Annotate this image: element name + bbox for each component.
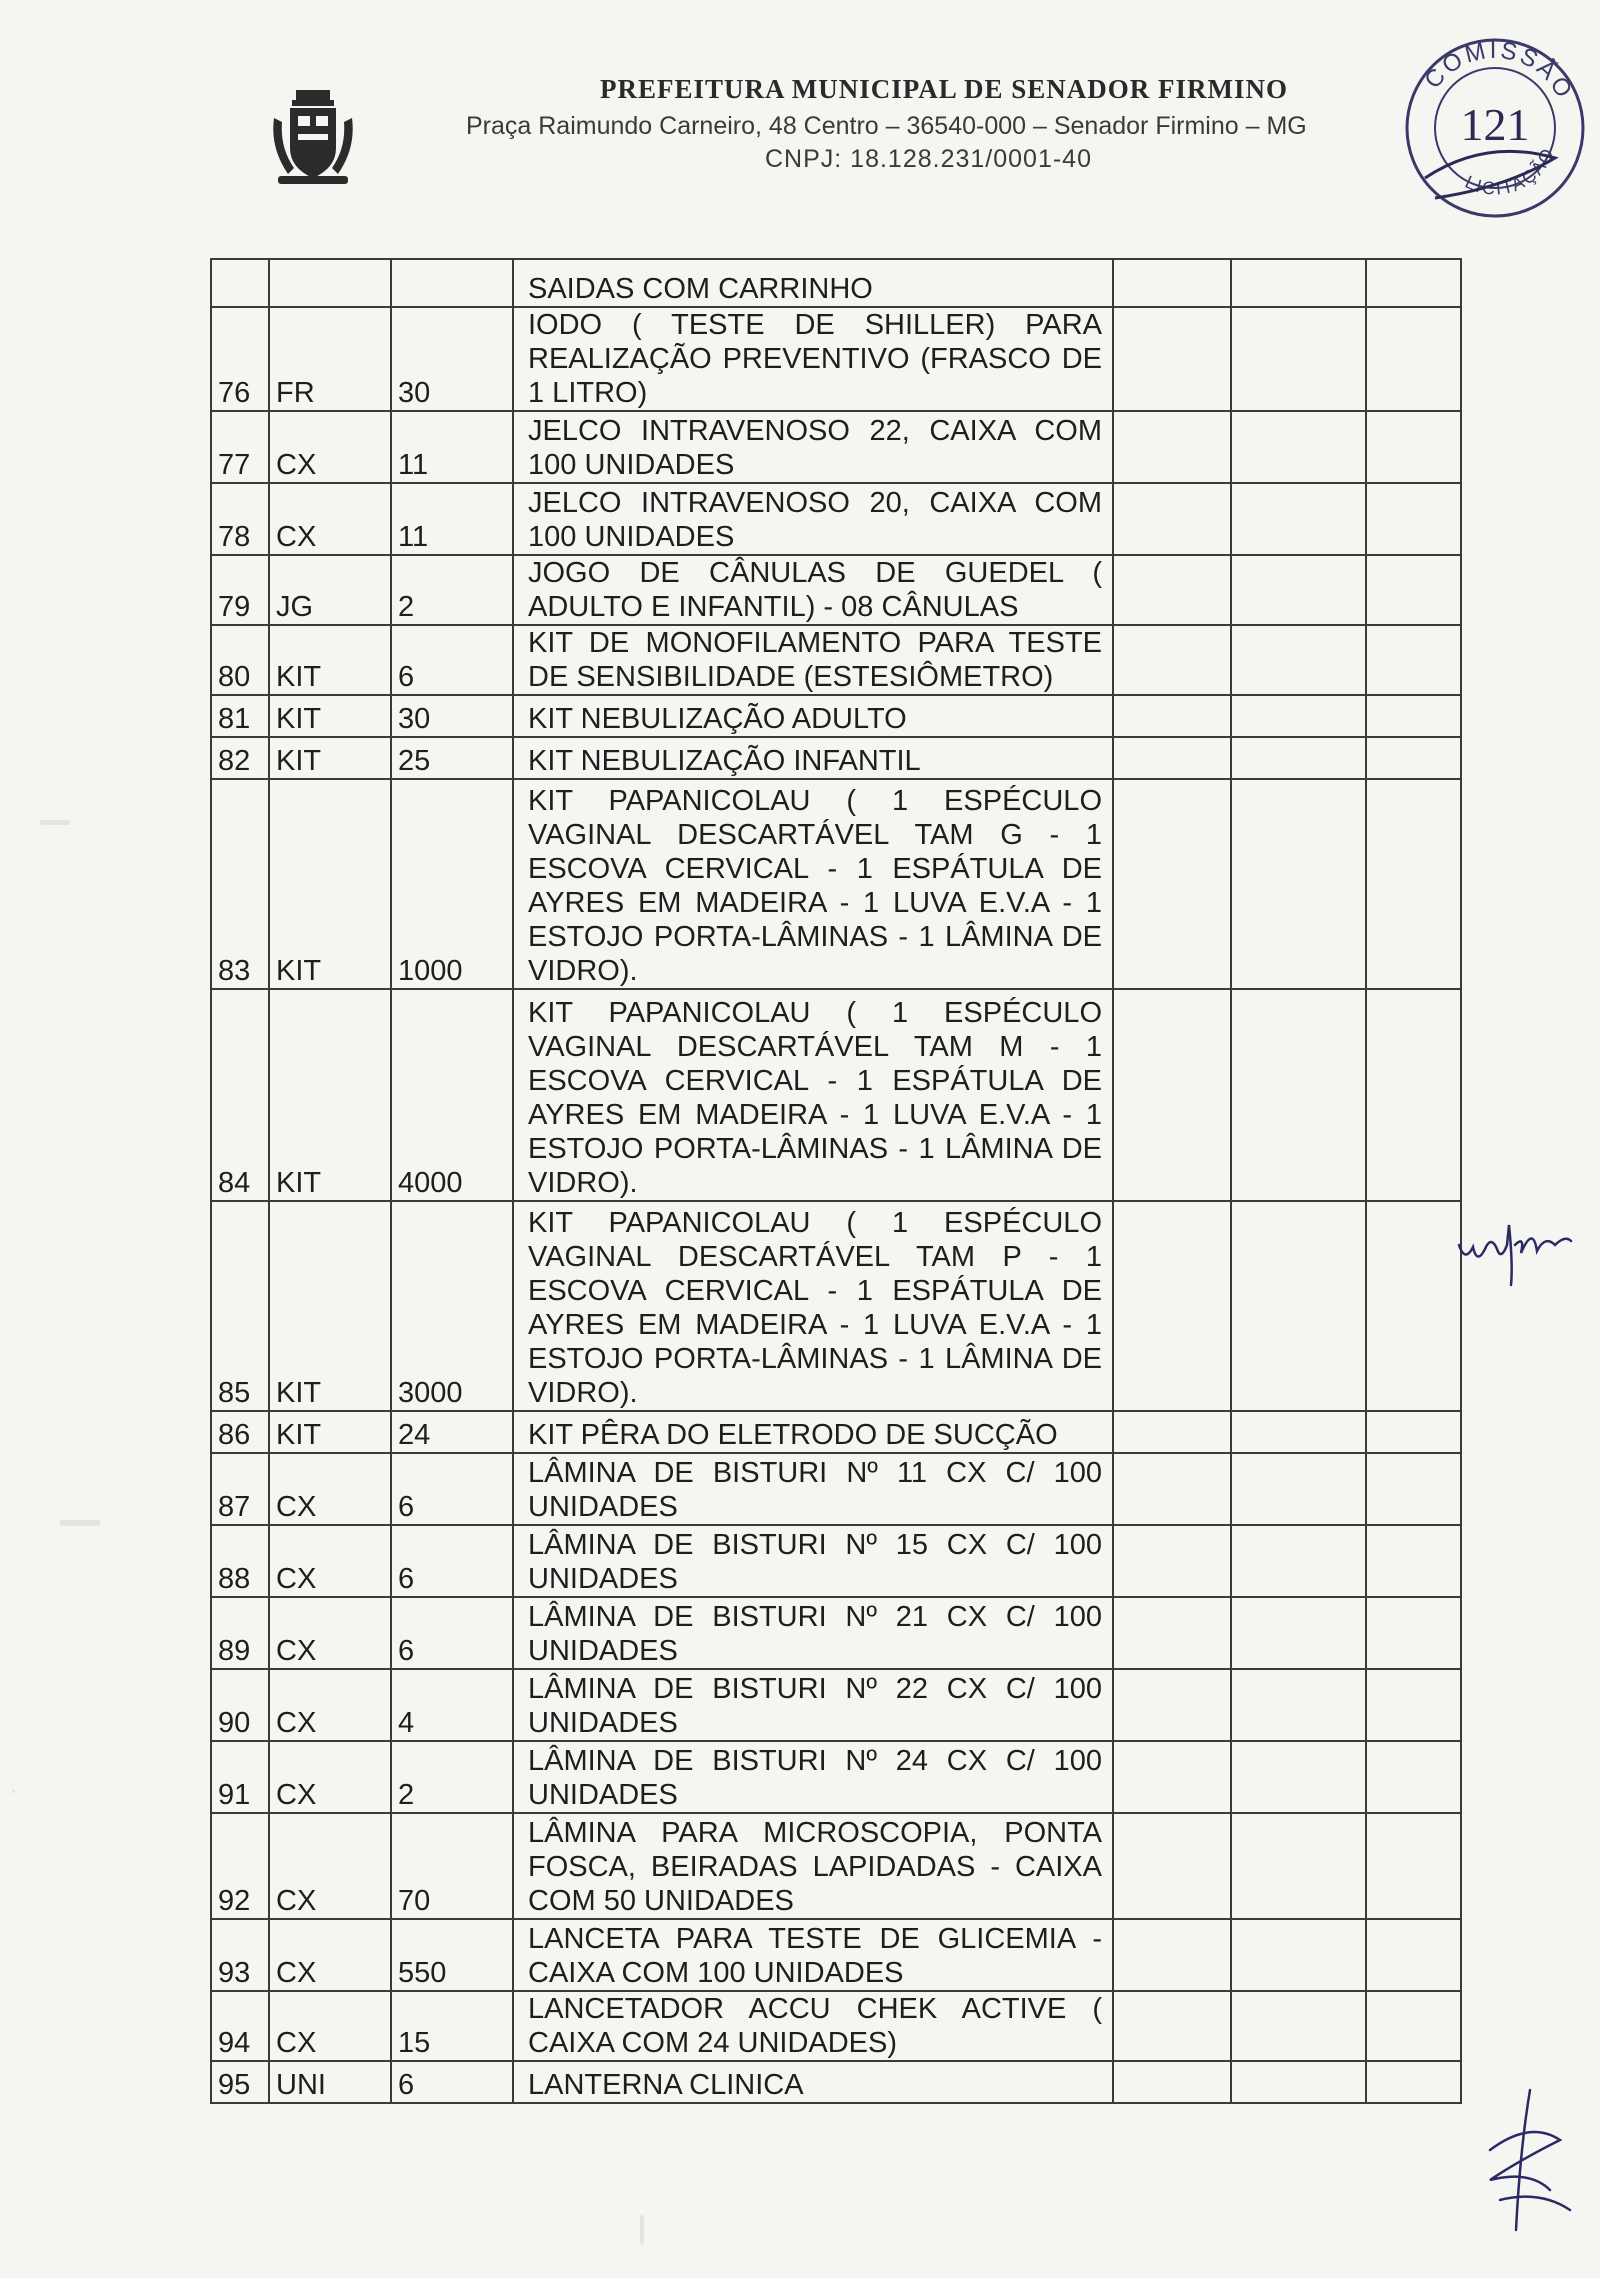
item-description: LÂMINA DE BISTURI Nº 15 CX C/ 100 UNIDADES xyxy=(513,1525,1113,1597)
price-cell-blank xyxy=(1231,307,1366,411)
item-quantity: 6 xyxy=(391,1525,513,1597)
table-row xyxy=(211,307,1461,411)
price-cell-blank xyxy=(1366,625,1461,695)
item-quantity: 15 xyxy=(391,1991,513,2061)
price-cell-blank xyxy=(1366,555,1461,625)
price-cell-blank xyxy=(1113,1991,1231,2061)
price-cell-blank xyxy=(1366,1669,1461,1741)
table-row xyxy=(211,1411,1461,1453)
price-cell-blank xyxy=(1113,695,1231,737)
item-unit: KIT xyxy=(269,695,391,737)
table-row xyxy=(211,989,1461,1201)
price-cell-blank xyxy=(1231,1411,1366,1453)
price-cell-blank xyxy=(1366,737,1461,779)
item-unit: CX xyxy=(269,1919,391,1991)
item-description: KIT PAPANICOLAU ( 1 ESPÉCULO VAGINAL DESCARTÁVEL TAM M - 1 ESCOVA CERVICAL - 1 ESPÁTULA DE AYRES EM MADEIRA - 1 LUVA E.V.A - 1 ESTOJO PORTA-LÂMINAS - 1 LÂMINA DE VIDRO). xyxy=(513,989,1113,1201)
price-cell-blank xyxy=(1113,1597,1231,1669)
price-cell-blank xyxy=(1113,779,1231,989)
item-number xyxy=(211,259,269,307)
price-cell-blank xyxy=(1113,1741,1231,1813)
item-description: IODO ( TESTE DE SHILLER) PARA REALIZAÇÃO PREVENTIVO (FRASCO DE 1 LITRO) xyxy=(513,307,1113,411)
price-cell-blank xyxy=(1231,1597,1366,1669)
item-unit: KIT xyxy=(269,779,391,989)
item-unit: CX xyxy=(269,1525,391,1597)
price-cell-blank xyxy=(1231,1991,1366,2061)
item-unit: CX xyxy=(269,1669,391,1741)
item-quantity: 6 xyxy=(391,625,513,695)
item-quantity: 30 xyxy=(391,695,513,737)
price-cell-blank xyxy=(1113,625,1231,695)
price-cell-blank xyxy=(1366,1741,1461,1813)
price-cell-blank xyxy=(1231,555,1366,625)
signature xyxy=(1460,2080,1580,2240)
price-cell-blank xyxy=(1366,1597,1461,1669)
commission-stamp xyxy=(1395,28,1595,228)
handwritten-initials xyxy=(1455,1205,1575,1295)
scan-speck xyxy=(640,2215,644,2245)
item-unit: CX xyxy=(269,1597,391,1669)
price-cell-blank xyxy=(1231,483,1366,555)
price-cell-blank xyxy=(1231,737,1366,779)
item-number: 77 xyxy=(211,411,269,483)
item-number: 89 xyxy=(211,1597,269,1669)
item-description: JELCO INTRAVENOSO 22, CAIXA COM 100 UNIDADES xyxy=(513,411,1113,483)
item-unit: CX xyxy=(269,1741,391,1813)
org-cnpj: CNPJ: 18.128.231/0001-40 xyxy=(765,145,1092,173)
price-cell-blank xyxy=(1231,625,1366,695)
item-quantity: 6 xyxy=(391,2061,513,2103)
item-quantity: 30 xyxy=(391,307,513,411)
item-number: 95 xyxy=(211,2061,269,2103)
item-quantity xyxy=(391,259,513,307)
item-number: 82 xyxy=(211,737,269,779)
price-cell-blank xyxy=(1113,483,1231,555)
price-cell-blank xyxy=(1113,1201,1231,1411)
item-description: KIT NEBULIZAÇÃO ADULTO xyxy=(513,695,1113,737)
price-cell-blank xyxy=(1113,411,1231,483)
item-description: JELCO INTRAVENOSO 20, CAIXA COM 100 UNIDADES xyxy=(513,483,1113,555)
item-quantity: 1000 xyxy=(391,779,513,989)
letterhead xyxy=(0,36,1600,210)
price-cell-blank xyxy=(1231,1741,1366,1813)
price-cell-blank xyxy=(1366,2061,1461,2103)
table-row xyxy=(211,1919,1461,1991)
price-cell-blank xyxy=(1231,1669,1366,1741)
price-cell-blank xyxy=(1366,1525,1461,1597)
item-description: LÂMINA DE BISTURI Nº 24 CX C/ 100 UNIDADES xyxy=(513,1741,1113,1813)
org-address: Praça Raimundo Carneiro, 48 Centro – 36540-000 – Senador Firmino – MG xyxy=(466,112,1307,140)
price-cell-blank xyxy=(1366,989,1461,1201)
item-number: 80 xyxy=(211,625,269,695)
svg-text:COMISSÃO xyxy=(1419,37,1578,105)
item-description: LANTERNA CLINICA xyxy=(513,2061,1113,2103)
item-unit: JG xyxy=(269,555,391,625)
table-row xyxy=(211,1813,1461,1919)
item-unit: CX xyxy=(269,1991,391,2061)
item-description: KIT PÊRA DO ELETRODO DE SUCÇÃO xyxy=(513,1411,1113,1453)
price-cell-blank xyxy=(1231,989,1366,1201)
scan-speck xyxy=(12,1790,15,1793)
price-cell-blank xyxy=(1113,555,1231,625)
table-row xyxy=(211,259,1461,307)
item-description: LÂMINA DE BISTURI Nº 21 CX C/ 100 UNIDADES xyxy=(513,1597,1113,1669)
table-row xyxy=(211,1525,1461,1597)
table-row xyxy=(211,779,1461,989)
item-quantity: 4000 xyxy=(391,989,513,1201)
item-unit: KIT xyxy=(269,737,391,779)
table-row xyxy=(211,1453,1461,1525)
item-unit: KIT xyxy=(269,1201,391,1411)
item-description: JOGO DE CÂNULAS DE GUEDEL ( ADULTO E INFANTIL) - 08 CÂNULAS xyxy=(513,555,1113,625)
item-description: KIT NEBULIZAÇÃO INFANTIL xyxy=(513,737,1113,779)
table-row xyxy=(211,411,1461,483)
table-row xyxy=(211,1597,1461,1669)
item-number: 87 xyxy=(211,1453,269,1525)
price-cell-blank xyxy=(1366,1919,1461,1991)
price-cell-blank xyxy=(1366,1453,1461,1525)
price-cell-blank xyxy=(1366,307,1461,411)
item-description: KIT PAPANICOLAU ( 1 ESPÉCULO VAGINAL DESCARTÁVEL TAM G - 1 ESCOVA CERVICAL - 1 ESPÁTULA DE AYRES EM MADEIRA - 1 LUVA E.V.A - 1 ESTOJO PORTA-LÂMINAS - 1 LÂMINA DE VIDRO). xyxy=(513,779,1113,989)
price-cell-blank xyxy=(1113,1669,1231,1741)
item-quantity: 550 xyxy=(391,1919,513,1991)
price-cell-blank xyxy=(1113,1525,1231,1597)
municipal-crest-icon xyxy=(268,88,358,188)
item-unit: CX xyxy=(269,1813,391,1919)
table-row xyxy=(211,2061,1461,2103)
price-cell-blank xyxy=(1366,1201,1461,1411)
price-cell-blank xyxy=(1231,695,1366,737)
item-quantity: 25 xyxy=(391,737,513,779)
table-row xyxy=(211,483,1461,555)
table-row xyxy=(211,625,1461,695)
item-quantity: 11 xyxy=(391,483,513,555)
table-row xyxy=(211,1741,1461,1813)
item-quantity: 4 xyxy=(391,1669,513,1741)
item-number: 81 xyxy=(211,695,269,737)
item-unit: KIT xyxy=(269,989,391,1201)
price-cell-blank xyxy=(1113,259,1231,307)
item-description: LÂMINA PARA MICROSCOPIA, PONTA FOSCA, BEIRADAS LAPIDADAS - CAIXA COM 50 UNIDADES xyxy=(513,1813,1113,1919)
item-description: LÂMINA DE BISTURI Nº 11 CX C/ 100 UNIDADES xyxy=(513,1453,1113,1525)
item-quantity: 70 xyxy=(391,1813,513,1919)
item-number: 83 xyxy=(211,779,269,989)
item-description: LANCETADOR ACCU CHEK ACTIVE ( CAIXA COM 24 UNIDADES) xyxy=(513,1991,1113,2061)
price-cell-blank xyxy=(1113,2061,1231,2103)
stamp-top-text: COMISSÃO xyxy=(1419,36,1579,105)
item-number: 90 xyxy=(211,1669,269,1741)
item-unit: UNI xyxy=(269,2061,391,2103)
org-name: PREFEITURA MUNICIPAL DE SENADOR FIRMINO xyxy=(600,74,1289,104)
item-quantity: 2 xyxy=(391,555,513,625)
item-number: 94 xyxy=(211,1991,269,2061)
price-cell-blank xyxy=(1113,1919,1231,1991)
price-cell-blank xyxy=(1366,1813,1461,1919)
item-number: 91 xyxy=(211,1741,269,1813)
table-row xyxy=(211,1201,1461,1411)
price-cell-blank xyxy=(1366,779,1461,989)
price-cell-blank xyxy=(1231,1813,1366,1919)
item-unit: CX xyxy=(269,483,391,555)
stamp-number: 121 xyxy=(1460,99,1530,150)
item-unit: KIT xyxy=(269,1411,391,1453)
price-cell-blank xyxy=(1231,411,1366,483)
price-cell-blank xyxy=(1231,259,1366,307)
price-cell-blank xyxy=(1366,695,1461,737)
price-cell-blank xyxy=(1366,483,1461,555)
price-cell-blank xyxy=(1231,1453,1366,1525)
items-table xyxy=(210,258,1462,2104)
price-cell-blank xyxy=(1366,1991,1461,2061)
item-description: KIT DE MONOFILAMENTO PARA TESTE DE SENSIBILIDADE (ESTESIÔMETRO) xyxy=(513,625,1113,695)
item-quantity: 3000 xyxy=(391,1201,513,1411)
item-number: 76 xyxy=(211,307,269,411)
item-unit: FR xyxy=(269,307,391,411)
scan-speck xyxy=(60,1520,100,1526)
price-cell-blank xyxy=(1113,1453,1231,1525)
price-cell-blank xyxy=(1113,307,1231,411)
table-row xyxy=(211,1991,1461,2061)
item-unit: CX xyxy=(269,411,391,483)
price-cell-blank xyxy=(1113,1411,1231,1453)
price-cell-blank xyxy=(1113,737,1231,779)
item-number: 84 xyxy=(211,989,269,1201)
price-cell-blank xyxy=(1231,1919,1366,1991)
price-cell-blank xyxy=(1366,411,1461,483)
item-number: 93 xyxy=(211,1919,269,1991)
price-cell-blank xyxy=(1113,989,1231,1201)
item-quantity: 6 xyxy=(391,1453,513,1525)
table-row xyxy=(211,737,1461,779)
item-description: SAIDAS COM CARRINHO xyxy=(513,259,1113,307)
price-cell-blank xyxy=(1113,1813,1231,1919)
price-cell-blank xyxy=(1231,1201,1366,1411)
item-description: LANCETA PARA TESTE DE GLICEMIA - CAIXA COM 100 UNIDADES xyxy=(513,1919,1113,1991)
item-unit xyxy=(269,259,391,307)
table-row xyxy=(211,555,1461,625)
item-unit: KIT xyxy=(269,625,391,695)
item-number: 86 xyxy=(211,1411,269,1453)
item-quantity: 6 xyxy=(391,1597,513,1669)
item-number: 78 xyxy=(211,483,269,555)
price-cell-blank xyxy=(1231,779,1366,989)
item-quantity: 2 xyxy=(391,1741,513,1813)
item-quantity: 24 xyxy=(391,1411,513,1453)
item-unit: CX xyxy=(269,1453,391,1525)
item-description: KIT PAPANICOLAU ( 1 ESPÉCULO VAGINAL DESCARTÁVEL TAM P - 1 ESCOVA CERVICAL - 1 ESPÁTULA DE AYRES EM MADEIRA - 1 LUVA E.V.A - 1 ESTOJO PORTA-LÂMINAS - 1 LÂMINA DE VIDRO). xyxy=(513,1201,1113,1411)
table-row xyxy=(211,695,1461,737)
item-number: 79 xyxy=(211,555,269,625)
item-quantity: 11 xyxy=(391,411,513,483)
price-cell-blank xyxy=(1231,1525,1366,1597)
table-row xyxy=(211,1669,1461,1741)
price-cell-blank xyxy=(1366,1411,1461,1453)
scan-speck xyxy=(40,820,70,825)
item-number: 85 xyxy=(211,1201,269,1411)
item-number: 88 xyxy=(211,1525,269,1597)
stamp-bottom-text: LICITAÇÃO xyxy=(1462,143,1559,199)
price-cell-blank xyxy=(1231,2061,1366,2103)
item-number: 92 xyxy=(211,1813,269,1919)
item-description: LÂMINA DE BISTURI Nº 22 CX C/ 100 UNIDADES xyxy=(513,1669,1113,1741)
price-cell-blank xyxy=(1366,259,1461,307)
